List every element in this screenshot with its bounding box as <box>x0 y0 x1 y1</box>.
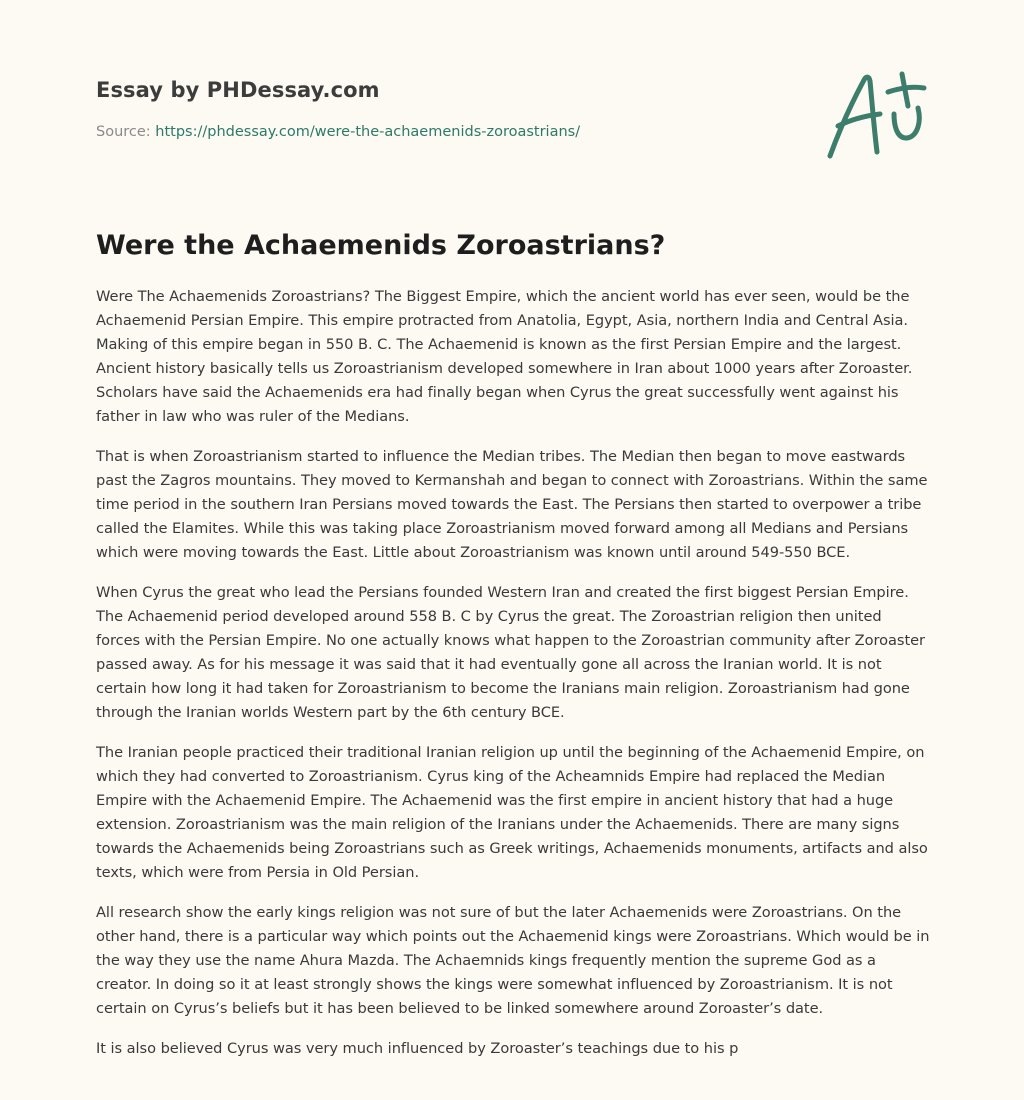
essay-paragraph: The Iranian people practiced their traditional Iranian religion up until the beginning of the Achaemenid Empire, on which they had converted to Zoroastrianism. Cyrus king of the Acheamnids Empire had replaced the Median Empire with the Achaemenid Empire. The Achaemenid was the first empire in ancient history that had a huge extension. Zoroastrianism was the main religion of the Iranians under the Achaemenids. There are many signs towards the Achaemenids being Zoroastrians such as Greek writings, Achaemenids monuments, artifacts and also texts, which were from Persia in Old Persian. <box>96 744 928 881</box>
a-plus-logo-icon <box>824 68 928 164</box>
site-brand: Essay by PHDessay.com <box>96 78 380 102</box>
essay-paragraph: That is when Zoroastrianism started to influence the Median tribes. The Median then began to move eastwards past the Zagros mountains. They moved to Kermanshah and began to connect with Zoroastrians. Within the same time period in the southern Iran Persians moved towards the East. The Persians then started to overpower a tribe called the Elamites. While this was taking place Zoroastrianism moved forward among all Medians and Persians which were moving towards the East. Little about Zoroastrianism was known until around 549-550 BCE. <box>96 448 928 561</box>
essay-paragraph: All research show the early kings religion was not sure of but the later Achaemenids were Zoroastrians. On the other hand, there is a particular way which points out the Achaemenid kings were Zoroastrians. Which would be in the way they use the name Ahura Mazda. The Achaemnids kings frequently mention the supreme God as a creator. In doing so it at least strongly shows the kings were somewhat influenced by Zoroastrianism. It is not certain on Cyrus’s beliefs but it has been believed to be linked somewhere around Zoroaster’s date. <box>96 904 930 1017</box>
source-label: Source: <box>96 124 156 140</box>
essay-paragraph: When Cyrus the great who lead the Persians founded Western Iran and created the first biggest Persian Empire. The Achaemenid period developed around 558 B. C by Cyrus the great. The Zoroastrian religion then united forces with the Persian Empire. No one actually knows what happen to the Zoroastrian community after Zoroaster passed away. As for his message it was said that it had eventually gone all across the Iranian world. It is not certain how long it had taken for Zoroastrianism to become the Iranians main religion. Zoroastrianism had gone through the Iranian worlds Western part by the 6th century BCE. <box>96 584 925 721</box>
essay-paragraph: Were The Achaemenids Zoroastrians? The Biggest Empire, which the ancient world has ever seen, would be the Achaemenid Persian Empire. This empire protracted from Anatolia, Egypt, Asia, northern India and Central Asia. Making of this empire began in 550 B. C. The Achaemenid is known as the first Persian Empire and the largest. Ancient history basically tells us Zoroastrianism developed somewhere in Iran about 1000 years after Zoroaster. Scholars have said the Achaemenids era had finally began when Cyrus the great successfully went against his father in law who was ruler of the Medians. <box>96 288 913 425</box>
essay-body <box>96 285 930 1077</box>
source-link[interactable]: https://phdessay.com/were-the-achaemenids-zoroastrians/ <box>155 124 581 140</box>
essay-paragraph: It is also believed Cyrus was very much influenced by Zoroaster’s teachings due to his p <box>96 1040 739 1057</box>
essay-title: Were the Achaemenids Zoroastrians? <box>96 230 666 261</box>
page-header <box>96 74 928 174</box>
source-line <box>96 124 580 140</box>
